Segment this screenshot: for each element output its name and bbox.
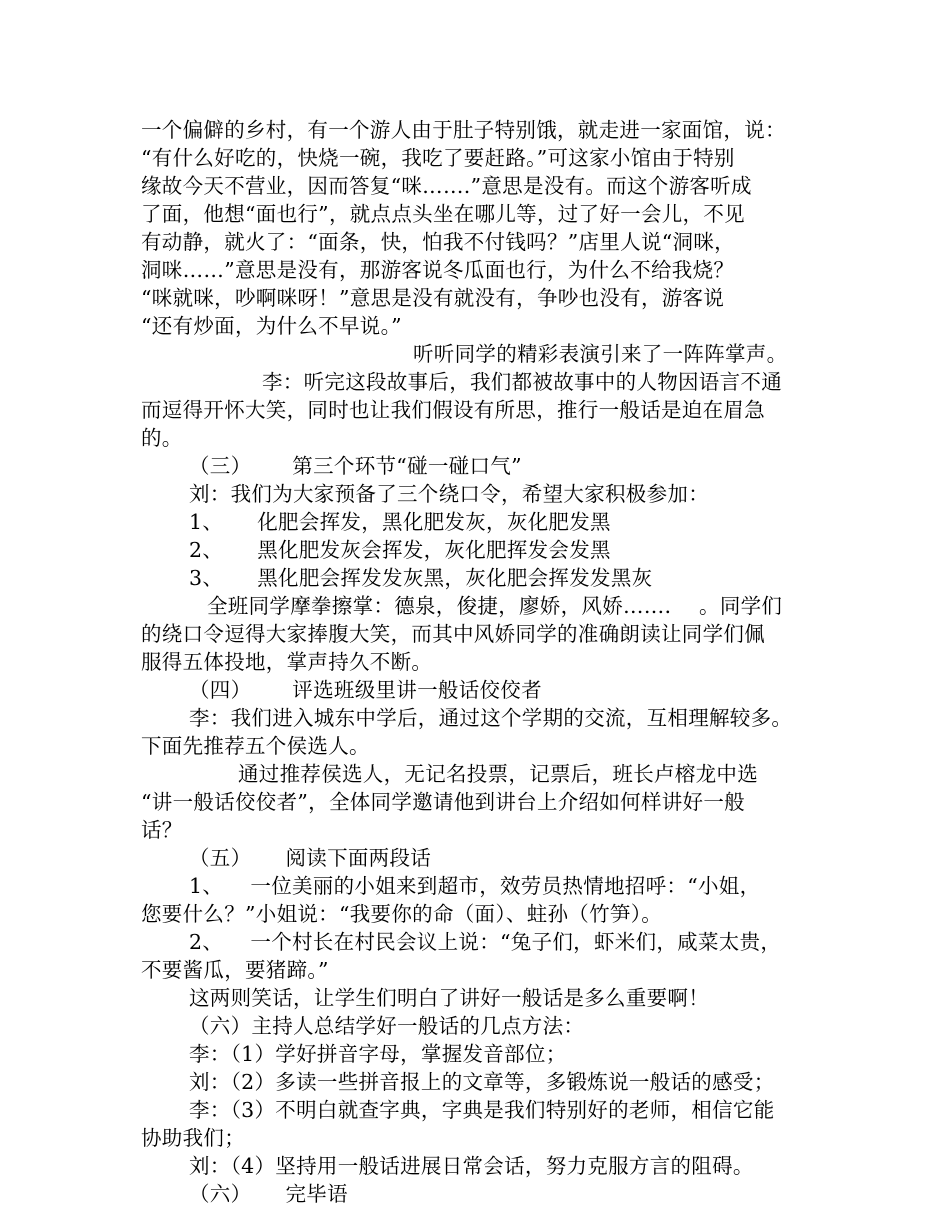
text-line: 刘：我们为大家预备了三个绕口令，希望大家积极参加： — [189, 482, 709, 506]
section-heading: （三） 第三个环节“碰一碰口气” — [189, 454, 522, 478]
text-line: 服得五体投地，掌声持久不断。 — [141, 650, 433, 674]
list-item: 李：（1）学好拼音字母，掌握发音部位； — [189, 1042, 567, 1066]
text-line: 您要什么？”小姐说：“我要你的命（面）、蛀孙（竹笋）。 — [141, 902, 663, 926]
text-line: 了面，他想“面也行”，就点点头坐在哪儿等，过了好一会儿，不见 — [141, 202, 745, 226]
list-item: 1、 化肥会挥发，黑化肥发灰，灰化肥发黑 — [189, 510, 611, 534]
text-line: 有动静，就火了：“面条，快，怕我不付钱吗？”店里人说“洞咪， — [141, 230, 735, 254]
text-line: 不要酱瓜，要猪蹄。” — [141, 958, 329, 982]
text-line: 通过推荐侯选人，无记名投票，记票后，班长卢榕龙中选 — [238, 762, 758, 786]
text-line: 全班同学摩拳擦掌：德泉，俊捷，廖娇，风娇……． 。同学们 — [207, 594, 783, 618]
text-line: “讲一般话佼佼者”，全体同学邀请他到讲台上介绍如何样讲好一般 — [141, 790, 745, 814]
list-item: 刘：（2）多读一些拼音报上的文章等，多锻炼说一般话的感受； — [189, 1070, 775, 1094]
text-line: 的。 — [141, 426, 183, 450]
list-item: 2、 一个村长在村民会议上说：“兔子们，虾米们，咸菜太贵， — [189, 930, 782, 954]
text-line: 这两则笑话，让学生们明白了讲好一般话是多么重要啊！ — [189, 986, 709, 1010]
section-heading: （四） 评选班级里讲一般话佼佼者 — [189, 678, 542, 702]
list-item: 刘：（4）坚持用一般话进展日常会话，努力克服方言的阻碍。 — [189, 1154, 754, 1178]
list-item: 2、 黑化肥发灰会挥发，灰化肥挥发会发黑 — [189, 538, 611, 562]
list-item: 李：（3）不明白就查字典，字典是我们特别好的老师，相信它能 — [189, 1098, 775, 1122]
text-line: “有什么好吃的，快烧一碗，我吃了要赶路。”可这家小馆由于特别 — [141, 146, 735, 170]
text-line: “还有炒面，为什么不早说。” — [141, 314, 402, 338]
text-line: 一个偏僻的乡村，有一个游人由于肚子特别饿，就走进一家面馆，说： — [141, 118, 786, 142]
text-line: 听听同学的精彩表演引来了一阵阵掌声。 — [413, 342, 788, 366]
text-line: 缘故今天不营业，因而答复“咪…….”意思是没有。而这个游客听成 — [141, 174, 752, 198]
text-line: 下面先推荐五个侯选人。 — [141, 734, 370, 758]
text-line: 协助我们； — [141, 1126, 245, 1150]
section-heading: （六）主持人总结学好一般话的几点方法： — [189, 1014, 585, 1038]
text-line: 洞咪……”意思是没有，那游客说冬瓜面也行，为什么不给我烧？ — [141, 258, 735, 282]
section-heading: （六） 完毕语 — [189, 1182, 348, 1206]
text-line: “咪就咪，吵啊咪呀！”意思是没有就没有，争吵也没有，游客说 — [141, 286, 725, 310]
text-line: 李：我们进入城东中学后，通过这个学期的交流，互相理解较多。 — [189, 706, 793, 730]
text-line: 李：听完这段故事后，我们都被故事中的人物因语言不通 — [262, 370, 782, 394]
list-item: 1、 一位美丽的小姐来到超市，效劳员热情地招呼：“小姐， — [189, 874, 761, 898]
list-item: 3、 黑化肥会挥发发灰黑，灰化肥会挥发发黑灰 — [189, 566, 653, 590]
text-line: 的绕口令逗得大家捧腹大笑，而其中风娇同学的准确朗读让同学们佩 — [141, 622, 765, 646]
section-heading: （五） 阅读下面两段话 — [189, 846, 432, 870]
text-line: 话？ — [141, 818, 183, 842]
text-line: 而逗得开怀大笑，同时也让我们假设有所思，推行一般话是迫在眉急 — [141, 398, 765, 422]
